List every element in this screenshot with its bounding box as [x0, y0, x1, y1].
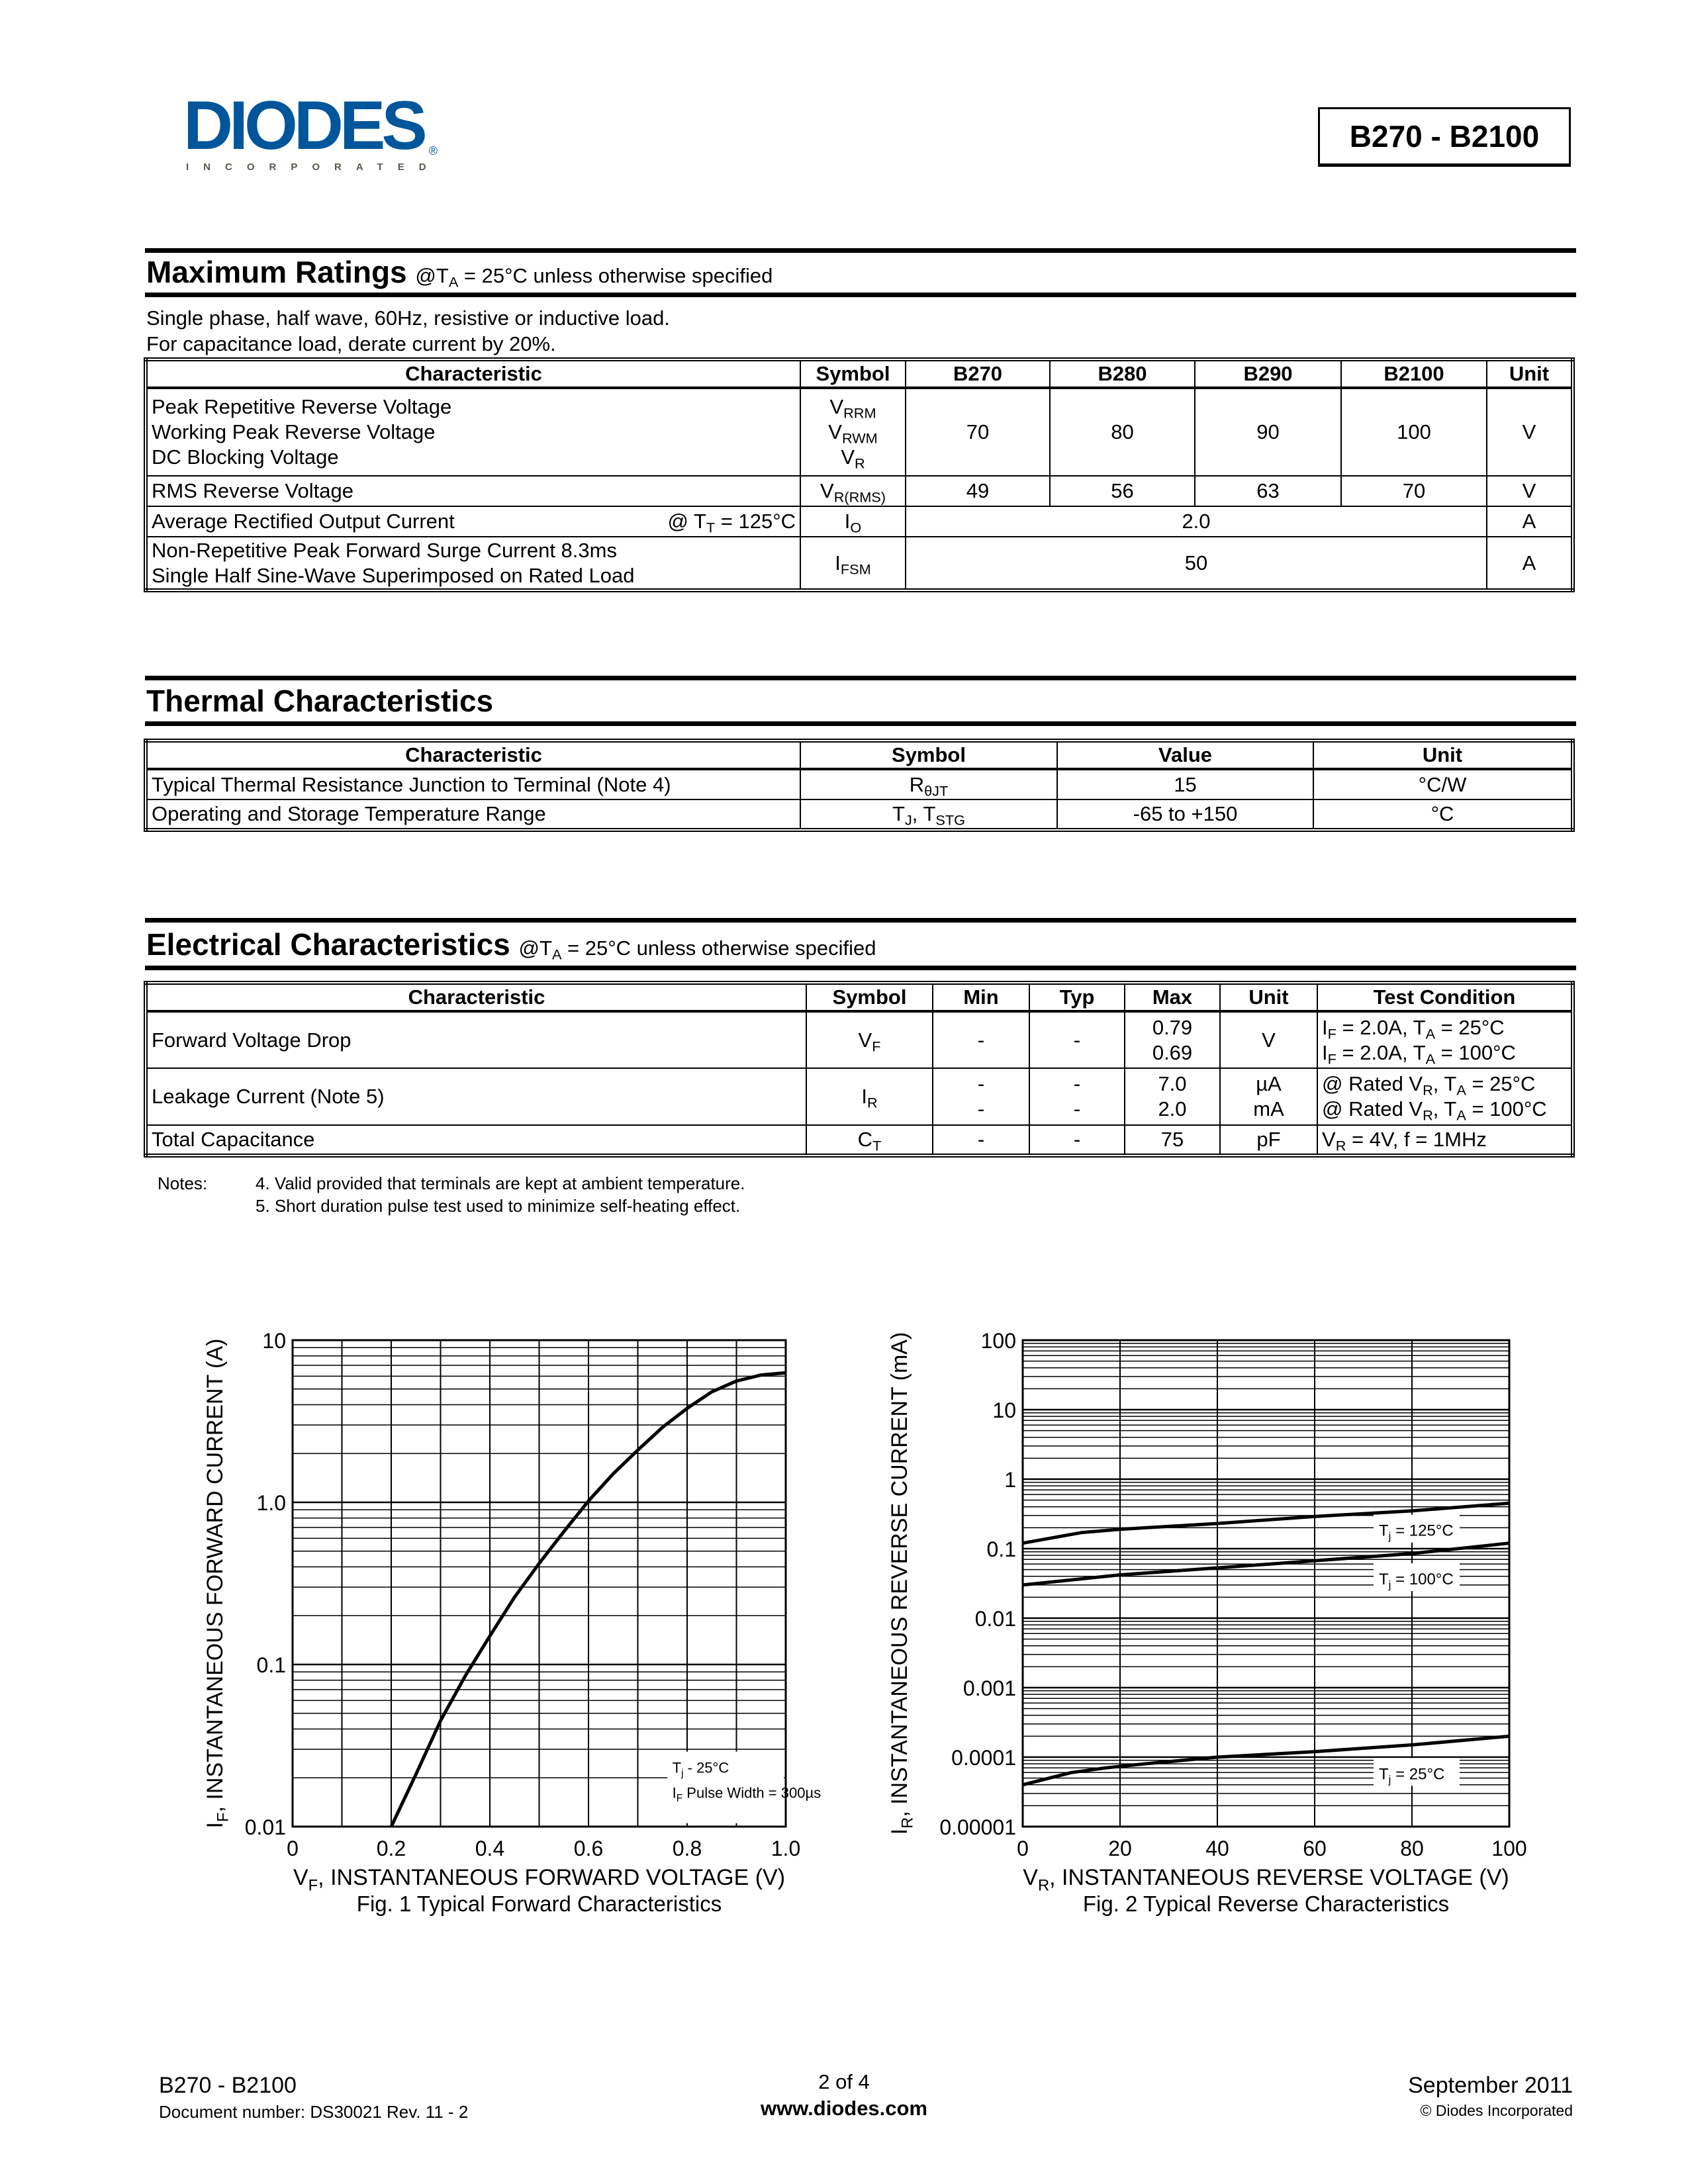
diodes-logo: [183, 87, 494, 173]
section-title: Electrical Characteristics: [146, 927, 510, 962]
x-tick-label: 40: [1205, 1837, 1229, 1860]
x-tick-label: 0.6: [573, 1837, 604, 1860]
min-cell: - -: [933, 1068, 1029, 1125]
y-tick-label: 0.1: [986, 1537, 1016, 1561]
y-tick-label: 0.00001: [939, 1815, 1016, 1839]
table-row: [146, 506, 1573, 537]
typ-cell: -: [1029, 1011, 1125, 1068]
annotation-text: $T_j - 25^\circ C$: [672, 1759, 729, 1780]
symbol-cell: $V_{RRM}$ $V_{RWM}$ $V_R$: [800, 388, 906, 476]
unit-cell: V: [1487, 388, 1573, 476]
footer-copyright: © Diodes Incorporated: [1420, 2102, 1573, 2119]
column-header: B270: [906, 359, 1050, 388]
max-ratings-table: [144, 357, 1575, 592]
max-ratings-heading: [146, 254, 773, 290]
thermal-heading: Thermal Characteristics: [146, 684, 494, 718]
website-link[interactable]: www.diodes.com: [760, 2097, 928, 2120]
characteristic-cell: Peak Repetitive Reverse Voltage Working Peak Reverse Voltage DC Blocking Voltage: [146, 388, 800, 476]
section-rule: [145, 293, 1576, 297]
min-cell: -: [933, 1125, 1029, 1156]
test-condition-cell: $I_F = 2.0A$, $T_A = 25^\circ C$ $I_F = 2.0A$, $T_A = 100^\circ C$: [1317, 1011, 1573, 1068]
symbol-cell: $C_T$: [806, 1125, 933, 1156]
x-tick-label: 100: [1491, 1837, 1527, 1860]
x-tick-label: 60: [1303, 1837, 1327, 1860]
value-cell: 70: [1341, 476, 1487, 506]
unit-cell: A: [1487, 537, 1573, 590]
max-cell: 7.0 2.0: [1125, 1068, 1220, 1125]
note-5: 5. Short duration pulse test used to minimize self-heating effect.: [256, 1196, 741, 1216]
series-label: $T_j = 100^\circ C$: [1379, 1570, 1454, 1592]
typ-cell: -: [1029, 1125, 1125, 1156]
unit-cell: V: [1487, 476, 1573, 506]
section-rule: [145, 918, 1576, 923]
symbol-cell: $V_F$: [806, 1011, 933, 1068]
y-tick-label: 10: [992, 1398, 1016, 1422]
symbol-cell: $T_J$, $T_{STG}$: [800, 799, 1057, 830]
footer-doc-number: Document number: DS30021 Rev. 11 - 2: [159, 2102, 469, 2122]
characteristic-cell: Total Capacitance: [146, 1125, 806, 1156]
section-rule: [145, 721, 1576, 726]
electrical-heading: [146, 927, 876, 962]
value-cell: 15: [1057, 769, 1313, 799]
unit-cell: °C: [1313, 799, 1573, 830]
value-cell: 100: [1341, 388, 1487, 476]
x-tick-label: 80: [1400, 1837, 1424, 1860]
column-header: B280: [1050, 359, 1195, 388]
table-header-row: [146, 983, 1573, 1011]
value-cell: 50: [906, 537, 1487, 590]
table-header-row: [146, 359, 1573, 388]
table-row: [146, 1125, 1573, 1156]
max-cell: 75: [1125, 1125, 1220, 1156]
y-axis-label: $I_F$, INSTANTANEOUS FORWARD CURRENT (A): [203, 1338, 232, 1829]
characteristic-cell: RMS Reverse Voltage: [146, 476, 800, 506]
characteristic-cell: Leakage Current (Note 5): [146, 1068, 806, 1125]
symbol-cell: $V_{R(RMS)}$: [800, 476, 906, 506]
x-tick-label: 1.0: [771, 1837, 801, 1860]
x-tick-label: 0: [1017, 1837, 1029, 1860]
notes-label: Notes:: [158, 1173, 208, 1193]
column-header: B2100: [1341, 359, 1487, 388]
unit-cell: µA mA: [1220, 1068, 1317, 1125]
value-cell: 80: [1050, 388, 1195, 476]
symbol-cell: $I_R$: [806, 1068, 933, 1125]
y-tick-label: 0.001: [962, 1676, 1016, 1700]
annotation-text: $I_F$ Pulse Width = 300µs: [672, 1784, 821, 1805]
characteristic-cell: Non-Repetitive Peak Forward Surge Current 8.3ms Single Half Sine-Wave Superimposed on Rated Load: [146, 537, 800, 590]
value-cell: 70: [906, 388, 1050, 476]
symbol-cell: $I_O$: [800, 506, 906, 537]
load-note: Single phase, half wave, 60Hz, resistive or inductive load.: [146, 306, 670, 330]
x-tick-label: 0.2: [376, 1837, 406, 1860]
typ-cell: - -: [1029, 1068, 1125, 1125]
table-row: [146, 1011, 1573, 1068]
unit-cell: pF: [1220, 1125, 1317, 1156]
column-header: Typ: [1029, 983, 1125, 1011]
y-tick-label: 0.01: [974, 1607, 1016, 1631]
column-header: Symbol: [800, 359, 906, 388]
value-cell: 2.0: [906, 506, 1487, 537]
note-4: 4. Valid provided that terminals are kept at ambient temperature.: [256, 1173, 745, 1193]
x-tick-label: 20: [1108, 1837, 1132, 1860]
series-label: $T_j = 125^\circ C$: [1379, 1522, 1454, 1543]
y-tick-label: 0.0001: [951, 1746, 1016, 1770]
logo-wordmark: DIODES: [183, 87, 424, 164]
min-cell: -: [933, 1011, 1029, 1068]
unit-cell: A: [1487, 506, 1573, 537]
unit-cell: °C/W: [1313, 769, 1573, 799]
symbol-cell: $I_{FSM}$: [800, 537, 906, 590]
table-row: [146, 476, 1573, 506]
test-condition: @ $T_T = 125^\circ C$: [667, 510, 796, 536]
y-tick-label: 1: [1004, 1468, 1016, 1492]
characteristic-cell: Forward Voltage Drop: [146, 1011, 806, 1068]
y-tick-label: 10: [262, 1329, 286, 1353]
value-cell: 63: [1195, 476, 1341, 506]
column-header: Symbol: [800, 741, 1057, 769]
column-header: Symbol: [806, 983, 933, 1011]
y-tick-label: 0.01: [244, 1815, 286, 1839]
column-header: Characteristic: [146, 741, 800, 769]
x-tick-label: 0.8: [672, 1837, 702, 1860]
value-cell: -65 to +150: [1057, 799, 1313, 830]
symbol-cell: $R_{\theta JT}$: [800, 769, 1057, 799]
section-rule: [145, 248, 1576, 253]
part-range-title: B270 - B2100: [1318, 107, 1571, 167]
value-cell: 49: [906, 476, 1050, 506]
column-header: Test Condition: [1317, 983, 1573, 1011]
forward-characteristics-chart: [199, 1310, 834, 1933]
y-tick-label: 1.0: [256, 1491, 286, 1515]
electrical-table: [144, 981, 1575, 1158]
column-header: Unit: [1313, 741, 1573, 769]
derate-note: For capacitance load, derate current by 20%.: [146, 332, 556, 355]
unit-cell: V: [1220, 1011, 1317, 1068]
column-header: Characteristic: [146, 983, 806, 1011]
y-axis-label: $I_R$, INSTANTANEOUS REVERSE CURRENT (mA): [887, 1332, 917, 1835]
section-condition: $@T_A = 25^\circ C$ unless otherwise specified: [415, 264, 773, 291]
value-cell: 56: [1050, 476, 1195, 506]
logo-subtitle: INCORPORATED: [186, 161, 441, 173]
x-tick-label: 0.4: [475, 1837, 505, 1860]
table-row: [146, 769, 1573, 799]
series-label: $T_j = 25^\circ C$: [1379, 1765, 1445, 1786]
characteristic-cell: @ $T_T = 125^\circ C$ Average Rectified Output Current: [146, 506, 800, 537]
footer-part: B270 - B2100: [159, 2073, 297, 2098]
chart-title: Fig. 1 Typical Forward Characteristics: [356, 1891, 722, 1916]
table-row: [146, 799, 1573, 830]
section-rule: [145, 676, 1576, 680]
column-header: Min: [933, 983, 1029, 1011]
reverse-characteristics-chart: [874, 1310, 1542, 1933]
column-header: Max: [1125, 983, 1220, 1011]
registered-mark: ®: [428, 144, 438, 158]
column-header: Value: [1057, 741, 1313, 769]
table-header-row: [146, 741, 1573, 769]
column-header: Characteristic: [146, 359, 800, 388]
thermal-table: [144, 739, 1575, 832]
footer-date: September 2011: [1408, 2073, 1573, 2098]
value-cell: 90: [1195, 388, 1341, 476]
characteristic-cell: Operating and Storage Temperature Range: [146, 799, 800, 830]
max-cell: 0.79 0.69: [1125, 1011, 1220, 1068]
page-number: 2 of 4: [818, 2070, 870, 2093]
section-title: Maximum Ratings: [146, 255, 407, 289]
column-header: Unit: [1220, 983, 1317, 1011]
y-tick-label: 100: [980, 1329, 1016, 1353]
test-condition-cell: @ Rated $V_R$, $T_A = 25^\circ C$ @ Rated $V_R$, $T_A = 100^\circ C$: [1317, 1068, 1573, 1125]
x-axis-label: $V_F$, INSTANTANEOUS FORWARD VOLTAGE (V): [293, 1865, 786, 1895]
x-tick-label: 0: [287, 1837, 299, 1860]
x-axis-label: $V_R$, INSTANTANEOUS REVERSE VOLTAGE (V): [1023, 1865, 1509, 1895]
y-tick-label: 0.1: [256, 1653, 286, 1677]
column-header: B290: [1195, 359, 1341, 388]
test-condition-cell: $V_R = 4V$, f = 1MHz: [1317, 1125, 1573, 1156]
logo-row: [183, 87, 494, 164]
chart-title: Fig. 2 Typical Reverse Characteristics: [1082, 1891, 1450, 1916]
section-rule: [145, 966, 1576, 970]
table-row: [146, 537, 1573, 590]
section-condition: $@T_A = 25^\circ C$ unless otherwise specified: [518, 936, 876, 963]
table-row: [146, 1068, 1573, 1125]
characteristic-cell: Typical Thermal Resistance Junction to Terminal (Note 4): [146, 769, 800, 799]
column-header: Unit: [1487, 359, 1573, 388]
table-row: [146, 388, 1573, 476]
